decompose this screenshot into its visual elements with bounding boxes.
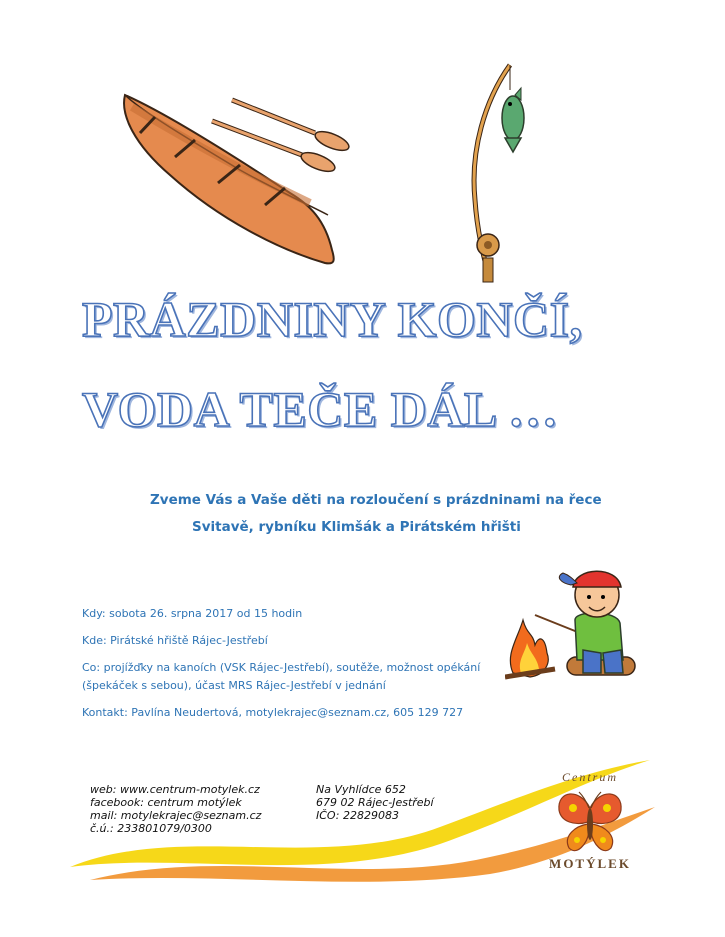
footer-facebook: facebook: centrum motýlek [90,796,242,809]
boy-icon [535,571,635,675]
footer-address-block [316,783,434,822]
fishing-rod-icon [474,65,510,282]
info-when: Kdy: sobota 26. srpna 2017 od 15 hodin [82,607,303,620]
invite-line-2: Svitavě, rybníku Klimšák a Pirátském hřišti [192,519,521,535]
fish-icon [502,88,524,152]
footer-account: č.ú.: 233801079/0300 [90,822,212,835]
canoe-icon [124,95,334,263]
footer-street: Na Vyhlídce 652 [316,783,406,796]
title-line-1: PRÁZDNINY KONČÍ, [82,291,583,347]
campfire-icon [505,620,555,677]
footer-ico: IČO: 22829083 [316,809,399,822]
logo-top-text: Centrum [562,770,618,784]
logo-bottom-text: MOTÝLEK [549,856,631,871]
info-what-line-2: (špekáček s sebou), účast MRS Rájec-Jestřebí v jednání [82,679,386,692]
butterfly-icon [555,788,625,856]
info-what-line-1: Co: projížďky na kanoích (VSK Rájec-Jestřebí), soutěže, možnost opékání [82,661,481,674]
canoe-illustration [110,85,470,285]
footer-mail[interactable]: mail: motylekrajec@seznam.cz [90,809,262,822]
info-where: Kde: Pirátské hřiště Rájec-Jestřebí [82,634,268,647]
info-contact: Kontakt: Pavlína Neudertová, motylekrajec@seznam.cz, 605 129 727 [82,706,464,719]
invite-line-1: Zveme Vás a Vaše děti na rozloučení s prázdninami na řece [150,492,602,508]
footer-contact-block [90,783,261,835]
campfire-illustration [505,565,645,685]
fishing-rod-illustration [455,60,545,290]
title-line-2: VODA TEČE DÁL … [82,381,559,437]
centrum-motylek-logo [530,768,650,878]
footer-city: 679 02 Rájec-Jestřebí [316,796,434,809]
footer-web[interactable]: web: www.centrum-motylek.cz [90,783,260,796]
